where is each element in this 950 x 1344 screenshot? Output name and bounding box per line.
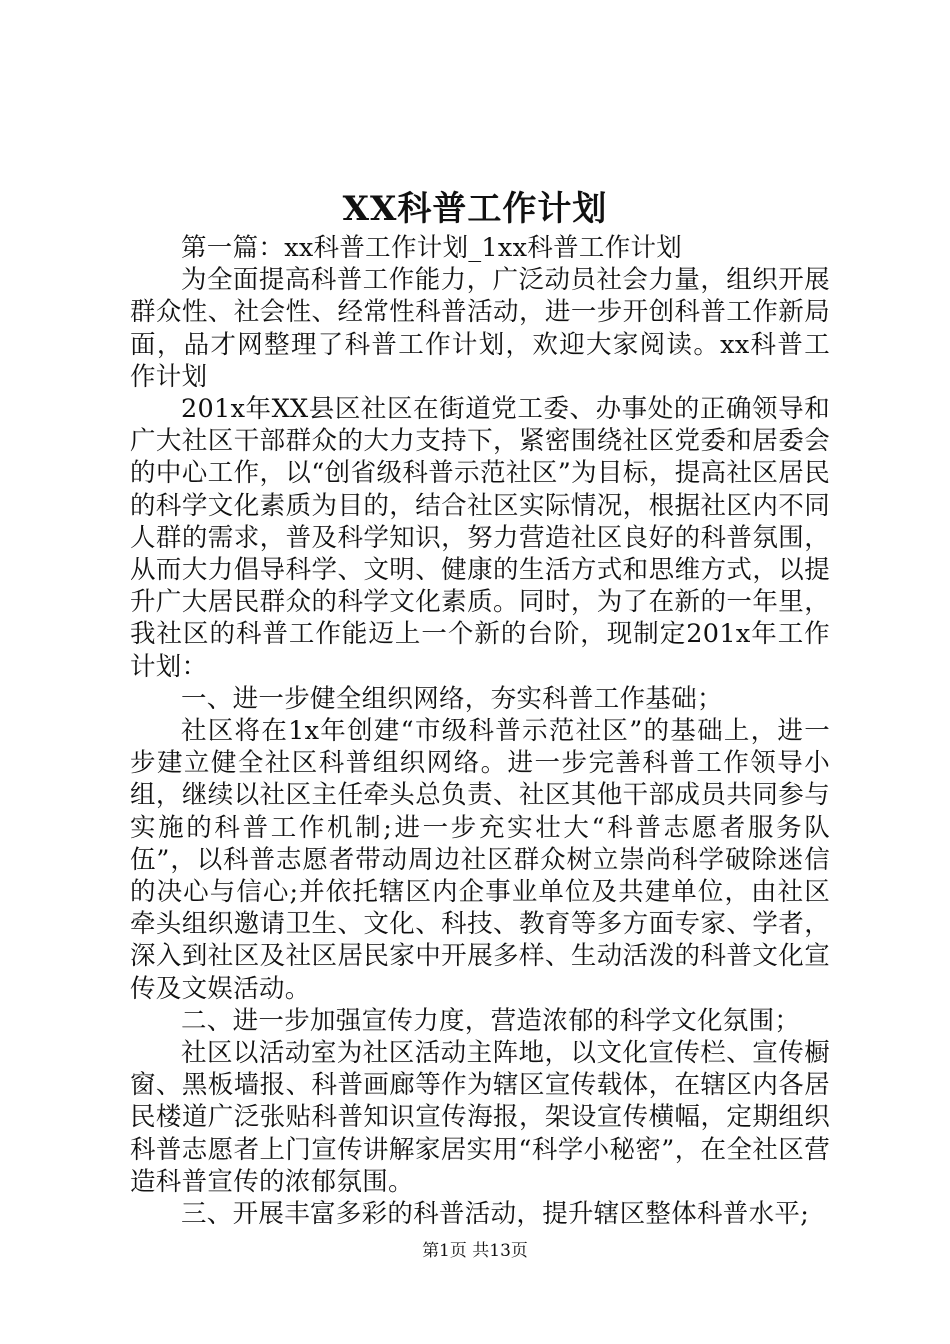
section-heading-3: 三、开展丰富多彩的科普活动，提升辖区整体科普水平;: [181, 1199, 810, 1230]
paragraph-intro: 为全面提高科普工作能力，广泛动员社会力量，组织开展群众性、社会性、经常性科普活动，进一步开创科普工作新局面，品才网整理了科普工作计划，欢迎大家阅读。xx科普工作计划: [130, 265, 830, 392]
section-heading-1: 一、进一步健全组织网络，夯实科普工作基础；: [181, 683, 723, 714]
document-body: [130, 232, 830, 1230]
document-title: XX科普工作计划: [342, 189, 608, 229]
paragraph-heading-first-article: 第一篇：xx科普工作计划_1xx科普工作计划: [181, 233, 683, 263]
page-number-footer: 第1页 共13页: [422, 1241, 528, 1261]
paragraph-background: 201x年XX县区社区在街道党工委、办事处的正确领导和广大社区干部群众的大力支持下，紧密围绕社区党委和居委会的中心工作，以“创省级科普示范社区”为目标，提高社区居民的科学文化素质为目的，结合社区实际情况，根据社区内不同人群的需求，普及科学知识，努力营造社区良好的科普氛围，从而大力倡导科学、文明、健康的生活方式和思维方式，以提升广大居民群众的科学文化素质。同时，为了在新的一年里，我社区的科普工作能迈上一个新的台阶，现制定201x年工作计划：: [130, 394, 830, 682]
paragraph-section-1: 社区将在1x年创建“市级科普示范社区”的基础上，进一步建立健全社区科普组织网络。进一步完善科普工作领导小组，继续以社区主任牵头总负责、社区其他干部成员共同参与实施的科普工作机制;进一步充实壮大“科普志愿者服务队伍”，以科普志愿者带动周边社区群众树立崇尚科学破除迷信的决心与信心;并依托辖区内企事业单位及共建单位，由社区牵头组织邀请卫生、文化、科技、教育等多方面专家、学者，深入到社区及社区居民家中开展多样、生动活泼的科普文化宣传及文娱活动。: [130, 716, 830, 1004]
paragraph-section-2: 社区以活动室为社区活动主阵地，以文化宣传栏、宣传橱窗、黑板墙报、科普画廊等作为辖区宣传载体，在辖区内各居民楼道广泛张贴科普知识宣传海报，架设宣传横幅，定期组织科普志愿者上门宣传讲解家居实用“科学小秘密”，在全社区营造科普宣传的浓郁氛围。: [130, 1038, 830, 1197]
section-heading-2: 二、进一步加强宣传力度，营造浓郁的科学文化氛围；: [181, 1005, 801, 1036]
